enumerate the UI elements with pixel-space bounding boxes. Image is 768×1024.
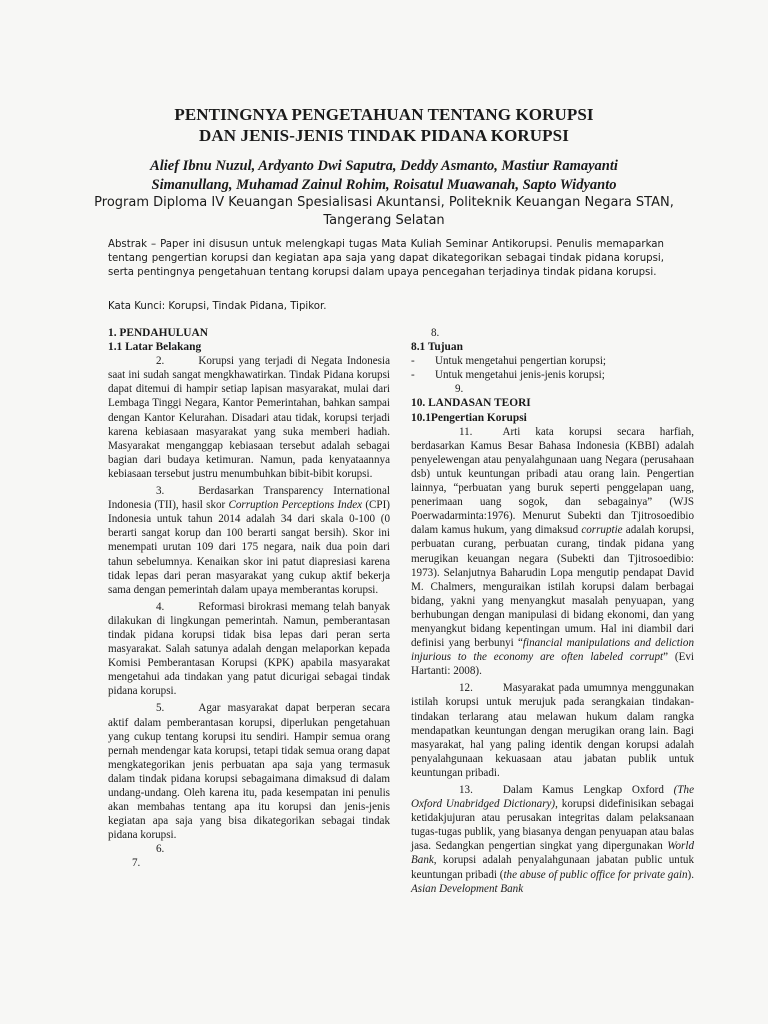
- subsection-heading-tujuan: 8.1 Tujuan: [411, 341, 463, 354]
- title-line-2: DAN JENIS-JENIS TINDAK PIDANA KORUPSI: [199, 126, 569, 145]
- paragraph-lead: Arti kata korupsi secara harfiah,: [502, 425, 694, 438]
- authors: [80, 157, 688, 195]
- oxford-term: (The Oxford Unabridged Dictionary): [411, 784, 694, 811]
- paragraph-text: (CPI) Indonesia untuk tahun 2014 adalah 34 dari skala 0-100 (0 berarti sangat korup dan 100 berarti sangat bersih). Skor ini menempati urutan 109 dari 175 negara, naik dua poin dari tahun sebelumnya. Kenaikan skor ini patut diapresiasi karena tidak lepas dari peran masyarakat yang cukup aktif bekerja sama dengan pemerintah dalam upaya memberantas korupsi.: [108, 499, 390, 596]
- paragraph-lead: Korupsi yang terjadi di Negata: [198, 355, 343, 368]
- paragraph-text: ).: [687, 868, 694, 881]
- paragraph-13: [411, 783, 694, 896]
- title-line-1: PENTINGNYA PENGETAHUAN TENTANG KORUPSI: [174, 105, 594, 124]
- paragraph-number: 2.: [156, 355, 165, 368]
- left-column: [108, 326, 390, 871]
- paragraph-5: [108, 701, 390, 842]
- paragraph-text: secara aktif dalam pemberantasan korupsi, diperlukan pengetahuan yang cukup tentang korupsi itu sendiri. Hampir semua orang pernah mendengar kata korupsi, tetapi tidak semua orang dapat mengkategorikan jenis perbuatan apa saja yang termasuk dalam tindak pidana korupsi sebagaimana dimaksud di dalam undang-undang. Oleh karena itu, pada kesempatan ini penulis akan membahas tentang apa itu korupsi dan jenis-jenis kegiatan apa saja yang bisa dikategorikan sebagai tindak pidana korupsi.: [108, 702, 390, 842]
- paragraph-text: berdasarkan Kamus Besar Bahasa Indonesia (KBBI) adalah penyelewengan atau penyalahgunaan uang Negara (perusahaan dsb) untuk keuntungan pribadi atau orang lain. Pengertian lainnya, “perbuatan yang buruk seperti penggelapan uang, penerimaan uang sogok, dan sebagainya” (WJS Poerwadarminta:1976). Menurut Subekti dan Tjitrosoedibio dalam kamus hukum, yang dimaksud: [411, 439, 694, 537]
- section-heading-pendahuluan: 1. PENDAHULUAN: [108, 327, 208, 339]
- paragraph-3: [108, 484, 390, 597]
- paragraph-text: Indonesia saat ini sudah sangat mengkhawatirkan. Tindak Pidana korupsi dapat ditemui di hampir setiap lapisan masyarakat, mulai dari Lembaga Tinggi Negara, Kantor Pemerintahan, bahkan sampai dengan Kantor Kelurahan. Disadari atau tidak, korupsi terjadi karena kebiasaan masyarakat yang suka memberi hadiah. Masyarakat menganggap kebiasaan tersebut adalah sebagai bagian dari budaya ketimuran. Namun, pada kenyataannya kebiasaan tersebut justru menumbuhkan bibit-bibit korupsi.: [108, 355, 390, 480]
- paragraph-lead: Agar masyarakat dapat berperan: [198, 702, 356, 715]
- paragraph-6-number: 6.: [156, 843, 165, 856]
- paragraph-number: 13.: [459, 784, 473, 796]
- paragraph-lead: Dalam Kamus Lengkap Oxford: [502, 784, 664, 796]
- world-bank-term: World Bank: [411, 840, 694, 867]
- paragraph-lead: Reformasi birokrasi memang telah: [198, 600, 355, 613]
- affiliation: [80, 194, 688, 230]
- cpi-term: Corruption Perceptions Index: [228, 499, 363, 512]
- paragraph-7-number: 7.: [132, 857, 141, 870]
- section-heading-landasan-teori: 10. LANDASAN TEORI: [411, 397, 531, 410]
- paragraph-11: [411, 425, 694, 679]
- corruptie-term: corruptie: [581, 524, 623, 537]
- abstract: Abstrak – Paper ini disusun untuk melengkapi tugas Mata Kuliah Seminar Antikorupsi. Penulis memaparkan tentang pengertian korupsi dan kegiatan apa saja yang dapat dikategorikan sebagai tindak pidana korupsi, serta pentingnya pengetahuan tentang korupsi dalam upaya pencegahan terjadinya tindak pidana korupsi.: [108, 239, 664, 278]
- list-item: [411, 354, 694, 368]
- paragraph-12: [411, 681, 694, 780]
- list-item-text: Untuk mengetahui jenis-jenis korupsi;: [435, 369, 605, 382]
- paragraph-text: ” (Evi Hartanti: 2008).: [411, 651, 694, 678]
- paragraph-text: International Indonesia (TII), hasil skor: [108, 485, 390, 512]
- adb-term: Asian Development Bank: [411, 882, 524, 895]
- subsection-heading-pengertian-korupsi: 10.1Pengertian Korupsi: [411, 411, 527, 424]
- paragraph-text: adalah korupsi, perbuatan curang, perbuatan curang, tindak pidana yang merugikan keuangan negara (Subekti dan Tjitrosoedibio: 1973). Selanjutnya Baharudin Lopa mengutip pendapat David M. Chalmers, menguraikan istilah korupsi dalam berbagai bidang, yakni yang menyangkut masalah penyuapan, yang berhubungan dengan manipulasi di bidang ekonomi, dan yang menyangkut bidang kepentingan umum. Hal ini diambil dari definisi yang berbunyi “: [411, 524, 694, 650]
- affiliation-line-1: Program Diploma IV Keuangan Spesialisasi Akuntansi, Politeknik Keuangan Negara STAN,: [94, 195, 674, 210]
- subsection-heading-latar-belakang: 1.1 Latar Belakang: [108, 341, 202, 354]
- list-item: [411, 368, 694, 382]
- right-column: [411, 326, 694, 896]
- quoted-definition: financial manipulations and deliction injurious to the economy are often labeled corrupt: [411, 637, 694, 664]
- paragraph-number: 5.: [156, 702, 165, 715]
- paragraph-number: 12.: [459, 682, 473, 695]
- paragraph-number: 4.: [156, 600, 165, 613]
- authors-line-1: Alief Ibnu Nuzul, Ardyanto Dwi Saputra, Deddy Asmanto, Mastiur Ramayanti: [150, 158, 618, 174]
- paper-title: [0, 104, 768, 146]
- paragraph-text: , korupsi adalah penyalahgunaan jabatan public untuk keuntungan pribadi (: [411, 854, 694, 881]
- affiliation-line-2: Tangerang Selatan: [323, 213, 445, 228]
- dash-bullet: -: [411, 355, 415, 368]
- list-item-text: Untuk mengetahui pengertian korupsi;: [435, 355, 606, 368]
- paragraph-4: [108, 600, 390, 699]
- dash-bullet: -: [411, 369, 415, 382]
- paragraph-lead: Masyarakat pada umumnya: [502, 682, 628, 695]
- paragraph-lead: Berdasarkan Transparency: [198, 485, 324, 498]
- paragraph-number: 3.: [156, 485, 165, 498]
- paragraph-text: menggunakan istilah korupsi untuk merujuk pada serangkaian tindakan-tindakan terlarang atau melawan hukum dalam rangka mendapatkan keuntungan dengan merugikan orang lain. Bagi masyarakat, hal yang paling identik dengan korupsi adalah penyalahgunaan kekuasaan atau jabatan publik untuk keuntungan pribadi.: [411, 682, 695, 779]
- paragraph-2: [108, 354, 390, 481]
- paragraph-number: 11.: [459, 425, 473, 438]
- paragraph-text: , korupsi didefinisikan sebagai ketidakjujuran atau perusakan integritas dalam pelaksanaan tugas-tugas publik, yang biasanya dengan penyuapan atau balas jasa. Sedangkan pengertian singkat yang dipergunakan: [411, 798, 694, 853]
- abuse-term: the abuse of public office for private gain: [503, 868, 688, 881]
- authors-line-2: Simanullang, Muhamad Zainul Rohim, Roisatul Muawanah, Sapto Widyanto: [151, 177, 617, 193]
- paragraph-text: banyak dilakukan di lingkungan pemerintah. Namun, pemberantasan tindak pidana korupsi tidak bisa lepas dari peran serta masyarakat. Salah satunya adalah dengan melaporkan kepada Komisi Pemberantasan Korupsi (KPK) apabila masyarakat mengetahui ada tindakan yang patut dicurigai sebagai tindak pidana korupsi.: [108, 600, 390, 698]
- keywords: Kata Kunci: Korupsi, Tindak Pidana, Tipikor.: [108, 301, 327, 312]
- paragraph-9-number: 9.: [455, 383, 464, 396]
- paragraph-8-number: 8.: [431, 327, 440, 339]
